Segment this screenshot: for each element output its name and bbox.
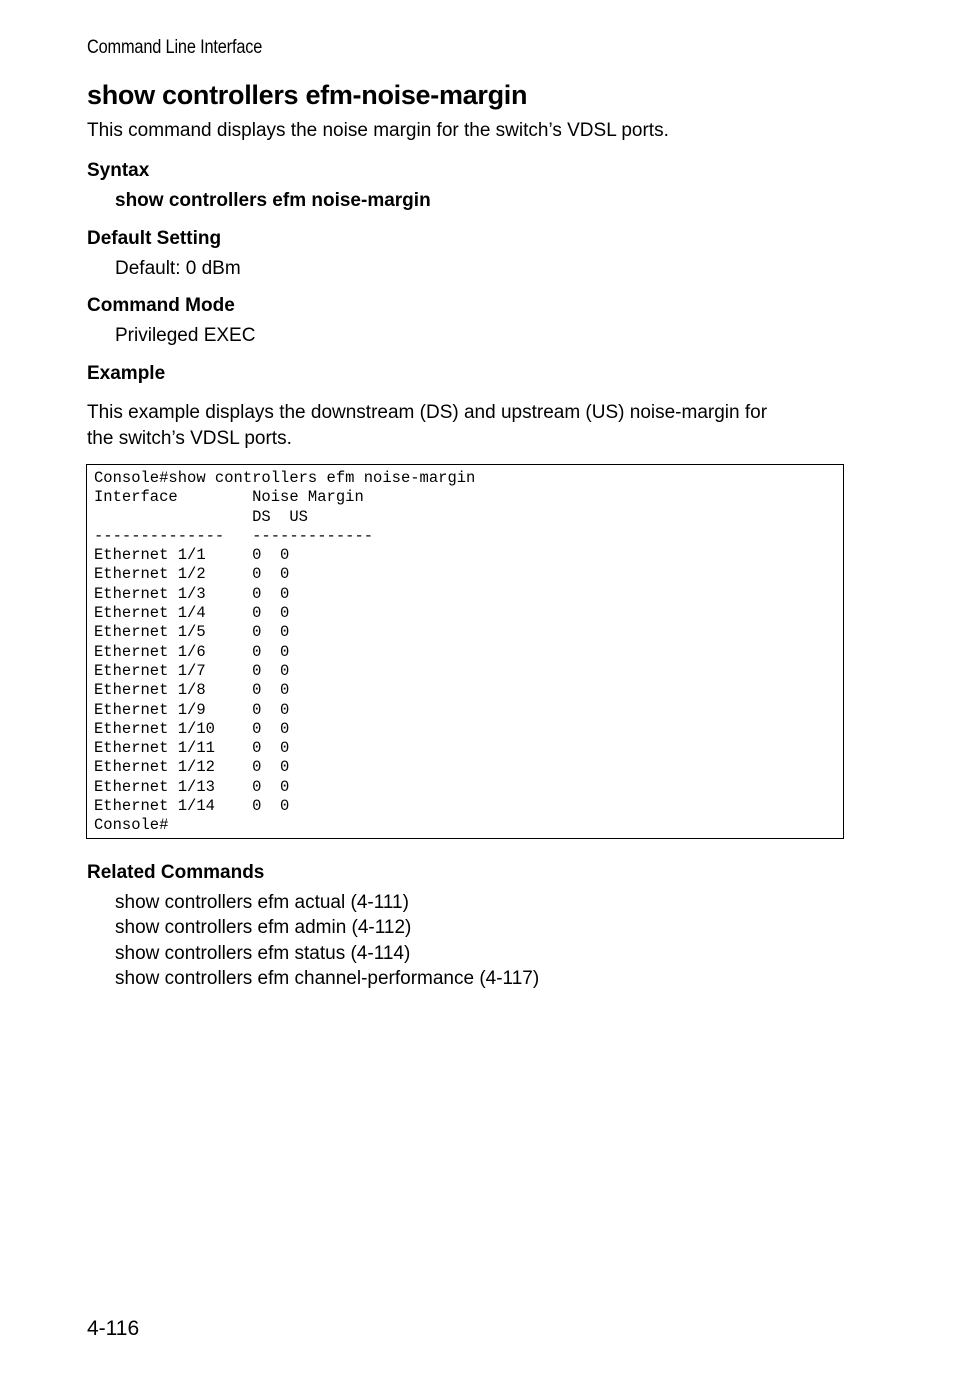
- command-mode-value: Privileged EXEC: [115, 325, 256, 346]
- related-command-item: show controllers efm actual (4-111): [115, 892, 409, 913]
- running-header: Command Line Interface: [87, 37, 263, 58]
- page-title: show controllers efm-noise-margin: [87, 80, 528, 110]
- console-line-row: Ethernet 1/13 0 0: [94, 777, 290, 796]
- console-line-prompt: Console#: [94, 816, 169, 835]
- related-command-item: show controllers efm status (4-114): [115, 942, 411, 964]
- related-command-item: show controllers efm channel-performance (4-117): [115, 967, 540, 989]
- related-commands-heading: Related Commands: [87, 862, 265, 883]
- console-line-separator: -------------- -------------: [94, 526, 374, 545]
- console-line-row: Ethernet 1/12 0 0: [94, 758, 290, 777]
- console-line-row: Ethernet 1/6 0 0: [94, 642, 290, 661]
- console-line-row: Ethernet 1/8 0 0: [94, 681, 290, 700]
- related-commands-list: [115, 890, 539, 991]
- default-setting-heading: Default Setting: [87, 228, 222, 249]
- page-number: 4-116: [87, 1317, 140, 1340]
- example-text-line-2: the switch’s VDSL ports.: [87, 428, 292, 449]
- example-heading: Example: [87, 363, 166, 384]
- console-line-row: Ethernet 1/2 0 0: [94, 565, 290, 584]
- command-mode-heading: Command Mode: [87, 295, 235, 316]
- console-line-command: Console#show controllers efm noise-margin: [94, 469, 476, 487]
- console-line-row: Ethernet 1/5 0 0: [94, 623, 290, 642]
- console-line-header: Interface Noise Margin: [94, 488, 364, 507]
- console-line-row: Ethernet 1/10 0 0: [94, 719, 290, 738]
- syntax-heading: Syntax: [87, 160, 150, 181]
- console-line-row: Ethernet 1/9 0 0: [94, 700, 290, 719]
- console-line-row: Ethernet 1/3 0 0: [94, 584, 290, 603]
- console-output: [94, 469, 475, 836]
- default-setting-value: Default: 0 dBm: [115, 258, 241, 279]
- console-line-row: Ethernet 1/14 0 0: [94, 797, 290, 816]
- syntax-command: show controllers efm noise-margin: [115, 190, 431, 211]
- console-line-row: Ethernet 1/1 0 0: [94, 546, 290, 565]
- related-command-item: show controllers efm admin (4-112): [115, 917, 412, 939]
- console-line-row: Ethernet 1/7 0 0: [94, 661, 290, 680]
- command-description: This command displays the noise margin for the switch’s VDSL ports.: [87, 120, 669, 141]
- console-line-row: Ethernet 1/11 0 0: [94, 739, 290, 758]
- console-line-row: Ethernet 1/4 0 0: [94, 604, 290, 623]
- example-text-line-1: This example displays the downstream (DS) and upstream (US) noise-margin for: [87, 402, 768, 423]
- console-line-subheader: DS US: [94, 507, 308, 526]
